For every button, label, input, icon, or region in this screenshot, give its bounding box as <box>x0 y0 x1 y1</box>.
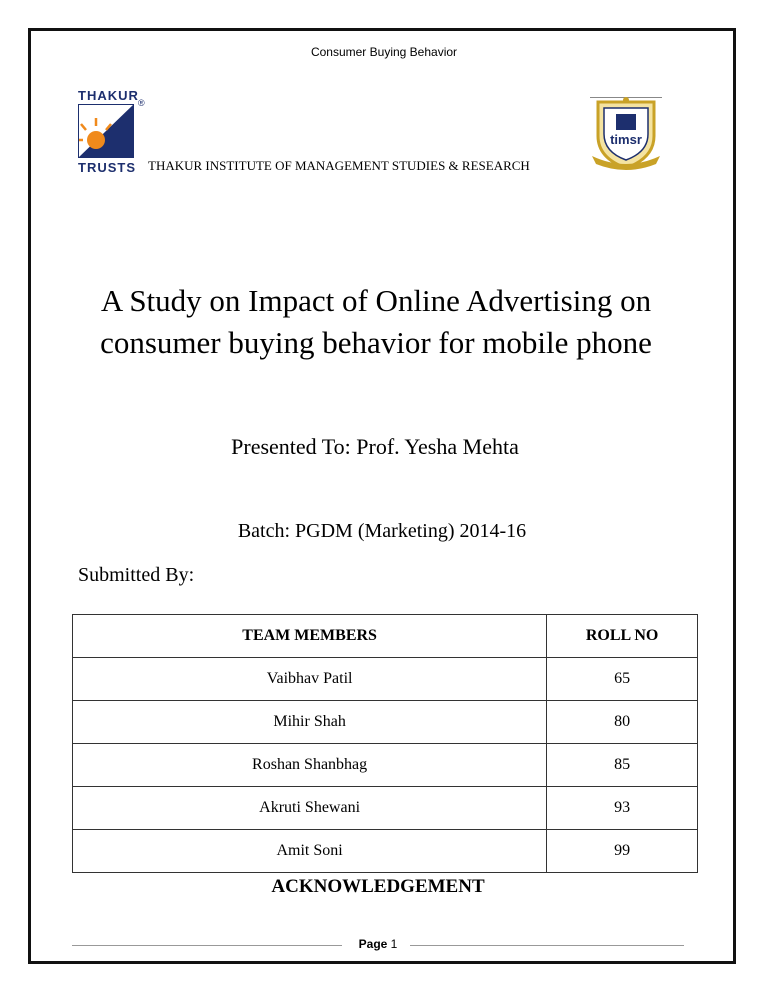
table-row <box>73 787 698 830</box>
registered-mark: ® <box>138 98 145 108</box>
timsr-crest-text: timsr <box>610 132 642 147</box>
table-row <box>73 830 698 873</box>
table-header-row <box>73 615 698 658</box>
report-title <box>60 280 692 364</box>
member-name: Amit Soni <box>73 830 547 873</box>
roll-number: 85 <box>547 744 698 787</box>
page-footer <box>0 937 756 951</box>
running-header: Consumer Buying Behavior <box>310 45 458 59</box>
member-name: Vaibhav Patil <box>73 658 547 701</box>
member-name: Mihir Shah <box>73 701 547 744</box>
roll-number: 99 <box>547 830 698 873</box>
table-row <box>73 701 698 744</box>
thakur-logo-top-text: THAKUR <box>78 88 139 103</box>
report-title-line-1: A Study on Impact of Online Advertising on <box>100 283 652 318</box>
batch-info: Batch: PGDM (Marketing) 2014-16 <box>237 520 527 542</box>
thakur-logo-bottom-text: TRUSTS <box>78 160 136 175</box>
table-row <box>73 658 698 701</box>
roll-number: 80 <box>547 701 698 744</box>
table-row <box>73 744 698 787</box>
roll-number: 65 <box>547 658 698 701</box>
thakur-trusts-logo <box>78 88 146 176</box>
member-name: Roshan Shanbhag <box>73 744 547 787</box>
acknowledgement-heading: ACKNOWLEDGEMENT <box>271 876 485 897</box>
page-number: 1 <box>390 937 398 951</box>
column-header-team-members: TEAM MEMBERS <box>73 615 547 658</box>
presented-to: Presented To: Prof. Yesha Mehta <box>231 434 519 459</box>
roll-number: 93 <box>547 787 698 830</box>
page-label: Page <box>358 937 388 951</box>
sun-emblem-icon <box>78 104 134 158</box>
team-members-table <box>72 614 698 873</box>
member-name: Akruti Shewani <box>73 787 547 830</box>
timsr-crest-icon <box>590 96 662 172</box>
column-header-roll-no: ROLL NO <box>547 615 698 658</box>
report-title-line-2: consumer buying behavior for mobile phone <box>100 325 652 360</box>
institute-name: THAKUR INSTITUTE OF MANAGEMENT STUDIES & RESEARCH <box>148 158 530 173</box>
submitted-by-label: Submitted By: <box>78 564 195 586</box>
